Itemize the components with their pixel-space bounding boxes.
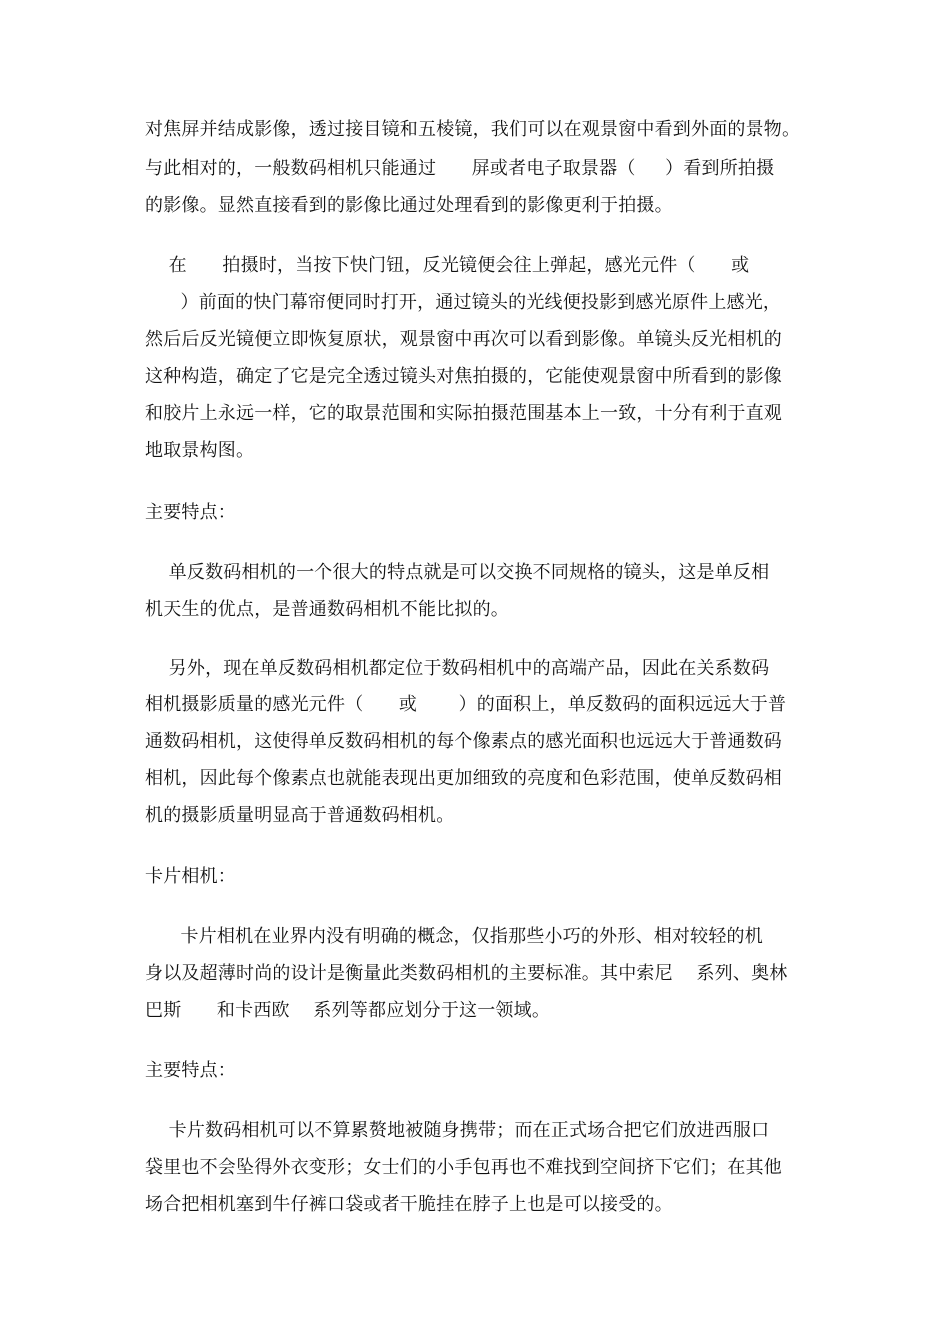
text-line: 对焦屏并结成影像，透过接目镜和五棱镜，我们可以在观景窗中看到外面的景物。 xyxy=(145,119,801,140)
text-line: 的影像。显然直接看到的影像比通过处理看到的影像更利于拍摄。 xyxy=(145,195,673,216)
text-line: 相机摄影质量的感光元件（ 或 ）的面积上，单反数码的面积远远大于普 xyxy=(145,694,787,715)
text-line: 在 拍摄时，当按下快门钮，反光镜便会往上弹起，感光元件（ 或 xyxy=(145,255,750,276)
text-line: 袋里也不会坠得外衣变形；女士们的小手包再也不难找到空间挤下它们；在其他 xyxy=(145,1157,782,1178)
text-line: 身以及超薄时尚的设计是衡量此类数码相机的主要标准。其中索尼 系列、奥林 xyxy=(145,963,788,984)
text-line: 这种构造，确定了它是完全透过镜头对焦拍摄的，它能使观景窗中所看到的影像 xyxy=(145,366,782,387)
text-line: 场合把相机塞到牛仔裤口袋或者干脆挂在脖子上也是可以接受的。 xyxy=(145,1194,673,1215)
text-line: 巴斯 和卡西欧 系列等都应划分于这一领域。 xyxy=(145,1000,551,1021)
text-line: 地取景构图。 xyxy=(145,440,255,461)
text-line: 然后后反光镜便立即恢复原状，观景窗中再次可以看到影像。单镜头反光相机的 xyxy=(145,329,782,350)
text-line: 机天生的优点，是普通数码相机不能比拟的。 xyxy=(145,599,509,620)
text-line: 单反数码相机的一个很大的特点就是可以交换不同规格的镜头，这是单反相 xyxy=(145,562,770,583)
text-line: 相机，因此每个像素点也就能表现出更加细致的亮度和色彩范围，使单反数码相 xyxy=(145,768,782,789)
section-heading: 主要特点： xyxy=(145,502,236,523)
text-line: ）前面的快门幕帘便同时打开，通过镜头的光线便投影到感光原件上感光， xyxy=(145,292,782,313)
text-line: 通数码相机，这使得单反数码相机的每个像素点的感光面积也远远大于普通数码 xyxy=(145,731,782,752)
text-line: 和胶片上永远一样，它的取景范围和实际拍摄范围基本上一致，十分有利于直观 xyxy=(145,403,782,424)
text-line: 与此相对的，一般数码相机只能通过 屏或者电子取景器（ ）看到所拍摄 xyxy=(145,158,775,179)
text-line: 另外，现在单反数码相机都定位于数码相机中的高端产品，因此在关系数码 xyxy=(145,658,770,679)
text-line: 机的摄影质量明显高于普通数码相机。 xyxy=(145,805,455,826)
section-heading: 主要特点： xyxy=(145,1060,236,1081)
text-line: 卡片相机在业界内没有明确的概念，仅指那些小巧的外形、相对较轻的机 xyxy=(145,926,763,947)
text-line: 卡片数码相机可以不算累赘地被随身携带；而在正式场合把它们放进西服口 xyxy=(145,1120,770,1141)
section-heading: 卡片相机： xyxy=(145,866,236,887)
